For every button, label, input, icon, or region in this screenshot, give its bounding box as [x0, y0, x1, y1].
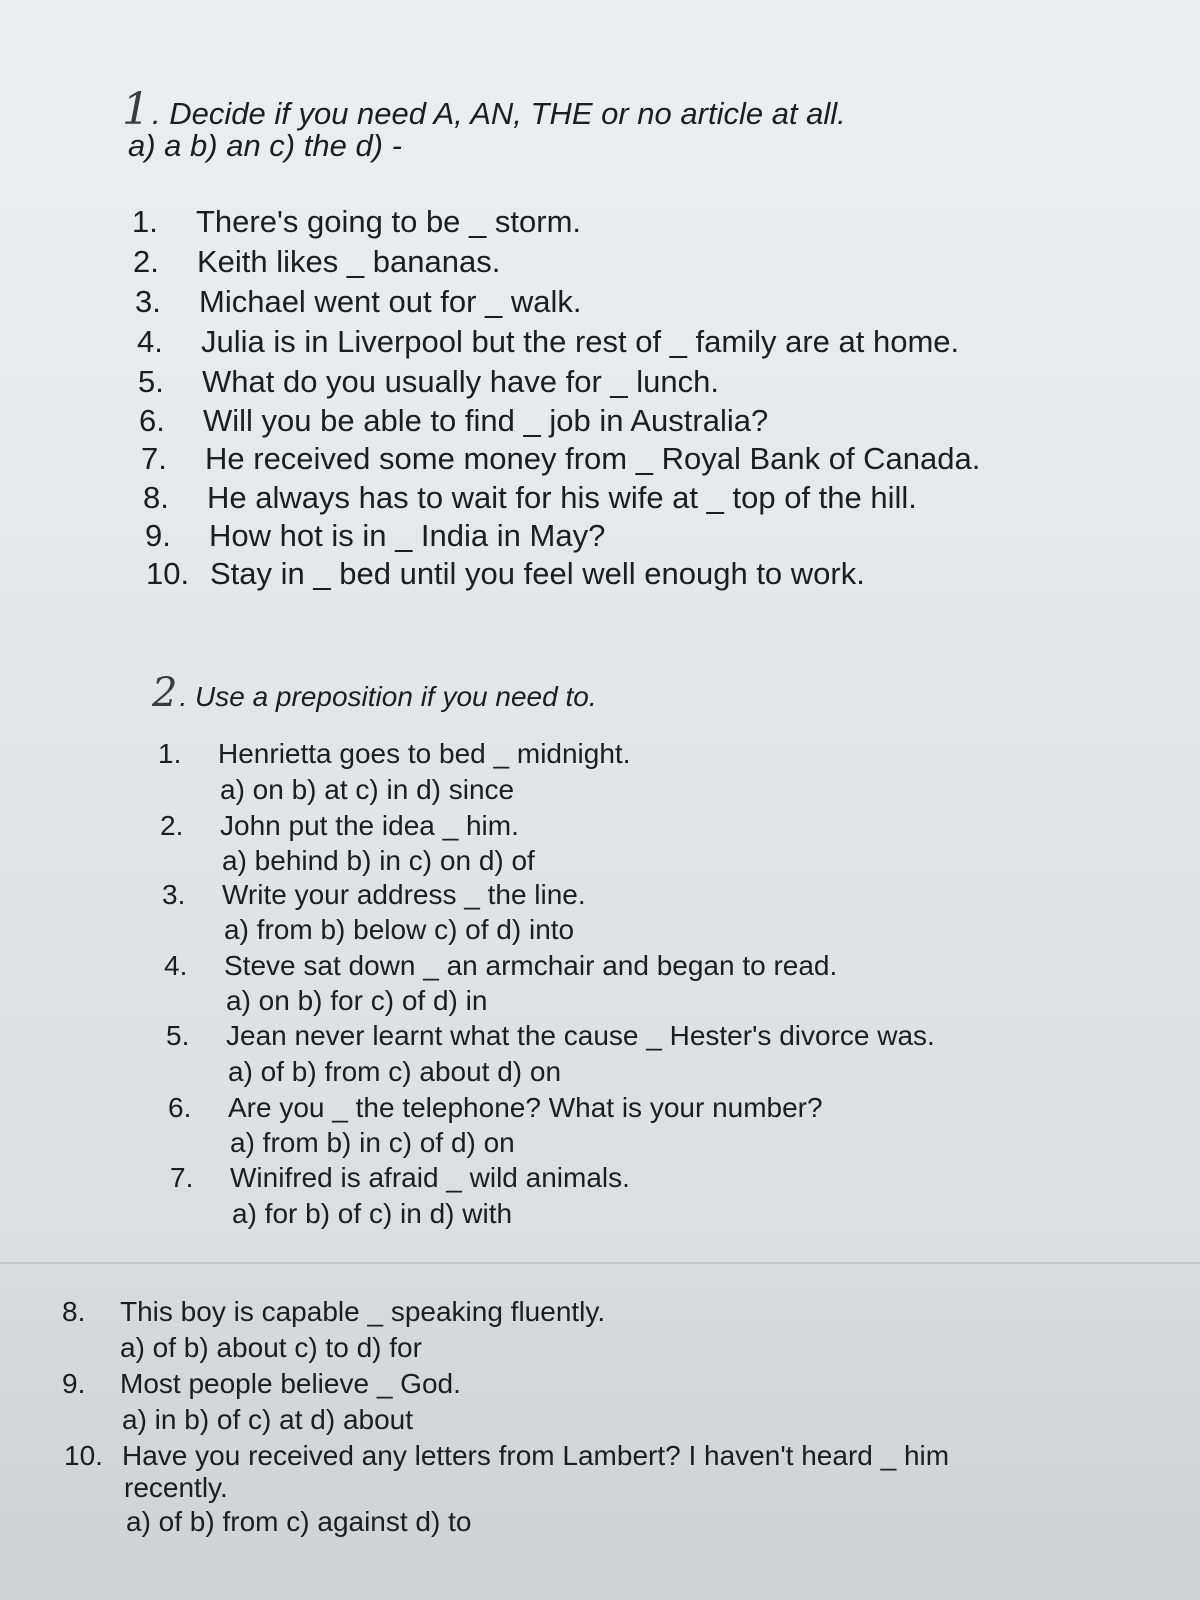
section2-title: . Use a preposition if you need to.	[179, 681, 597, 712]
question-text: Winifred is afraid _ wild animals.	[230, 1162, 630, 1193]
s2-question-4-options: a) on b) for c) of d) in	[226, 985, 488, 1016]
s2-question-5	[166, 1020, 935, 1052]
question-text: Stay in _ bed until you feel well enough to work.	[210, 556, 865, 591]
question-number: 3.	[162, 879, 186, 910]
question-text: Julia is in Liverpool but the rest of _ family are at home.	[201, 324, 960, 359]
question-text: Steve sat down _ an armchair and began to read.	[224, 950, 838, 981]
s2-question-5-options: a) of b) from c) about d) on	[228, 1056, 562, 1087]
s2-question-7	[170, 1162, 630, 1194]
question-number: 8.	[143, 480, 169, 515]
s2-question-10-options: a) of b) from c) against d) to	[126, 1506, 472, 1537]
s2-question-3	[162, 879, 586, 911]
question-text: Write your address _ the line.	[222, 879, 586, 910]
question-number: 9.	[145, 518, 171, 553]
s1-question-6	[139, 403, 768, 439]
question-number: 7.	[141, 441, 167, 476]
question-text: Most people believe _ God.	[120, 1368, 461, 1399]
s2-question-4	[164, 950, 837, 982]
section1-number: 1	[122, 84, 150, 135]
s2-question-3-options: a) from b) below c) of d) into	[224, 914, 575, 945]
question-number: 10.	[64, 1440, 103, 1471]
question-text: Keith likes _ bananas.	[197, 244, 501, 279]
s2-question-10	[64, 1440, 949, 1472]
question-text: Henrietta goes to bed _ midnight.	[218, 738, 631, 769]
s2-question-6	[168, 1092, 823, 1124]
s1-question-10	[146, 556, 865, 592]
section2-number: 2	[152, 670, 178, 716]
question-text: John put the idea _ him.	[220, 810, 519, 841]
s1-question-9	[145, 518, 605, 554]
s2-question-2	[160, 810, 519, 842]
question-text: What do you usually have for _ lunch.	[202, 364, 719, 399]
section2-heading	[152, 670, 597, 716]
question-number: 6.	[139, 403, 165, 438]
s2-question-9	[62, 1368, 461, 1400]
s1-question-2	[133, 244, 500, 280]
question-text: He always has to wait for his wife at _ top of the hill.	[207, 480, 917, 515]
s2-question-6-options: a) from b) in c) of d) on	[230, 1127, 515, 1158]
s2-question-10-continuation: recently.	[124, 1472, 228, 1503]
question-number: 4.	[137, 324, 163, 359]
s1-question-7	[141, 441, 980, 477]
s1-question-5	[138, 364, 719, 400]
question-number: 7.	[170, 1162, 194, 1193]
s2-question-2-options: a) behind b) in c) on d) of	[222, 845, 535, 876]
question-number: 2.	[133, 244, 159, 279]
s2-question-1	[158, 738, 630, 770]
s2-question-7-options: a) for b) of c) in d) with	[232, 1198, 513, 1229]
question-number: 5.	[166, 1020, 190, 1051]
question-text: How hot is in _ India in May?	[209, 518, 606, 553]
question-number: 9.	[62, 1368, 86, 1399]
question-text: Are you _ the telephone? What is your number?	[228, 1092, 823, 1123]
s2-question-8-options: a) of b) about c) to d) for	[120, 1332, 422, 1363]
question-text: Have you received any letters from Lambert? I haven't heard _ him	[122, 1440, 950, 1471]
s2-question-9-options: a) in b) of c) at d) about	[122, 1404, 414, 1435]
question-number: 6.	[168, 1092, 192, 1123]
question-number: 3.	[135, 284, 161, 319]
question-number: 10.	[146, 556, 190, 591]
question-number: 2.	[160, 810, 184, 841]
s1-question-4	[137, 324, 959, 360]
question-number: 8.	[62, 1296, 86, 1327]
question-text: There's going to be _ storm.	[196, 204, 582, 239]
s2-question-1-options: a) on b) at c) in d) since	[220, 774, 515, 805]
s1-question-3	[135, 284, 582, 320]
question-text: Michael went out for _ walk.	[199, 284, 582, 319]
question-text: This boy is capable _ speaking fluently.	[120, 1296, 606, 1327]
s1-question-8	[143, 480, 917, 516]
question-number: 4.	[164, 950, 188, 981]
question-number: 1.	[132, 204, 158, 239]
question-number: 1.	[158, 738, 182, 769]
section1-answer-options: a) a b) an c) the d) -	[128, 128, 402, 163]
question-text: Jean never learnt what the cause _ Hester's divorce was.	[226, 1020, 935, 1051]
question-text: He received some money from _ Royal Bank of Canada.	[205, 441, 981, 476]
section1-title: . Decide if you need A, AN, THE or no article at all.	[152, 96, 846, 131]
question-number: 5.	[138, 364, 164, 399]
s1-question-1	[132, 204, 581, 240]
question-text: Will you be able to find _ job in Australia?	[203, 403, 769, 438]
s2-question-8	[62, 1296, 605, 1328]
